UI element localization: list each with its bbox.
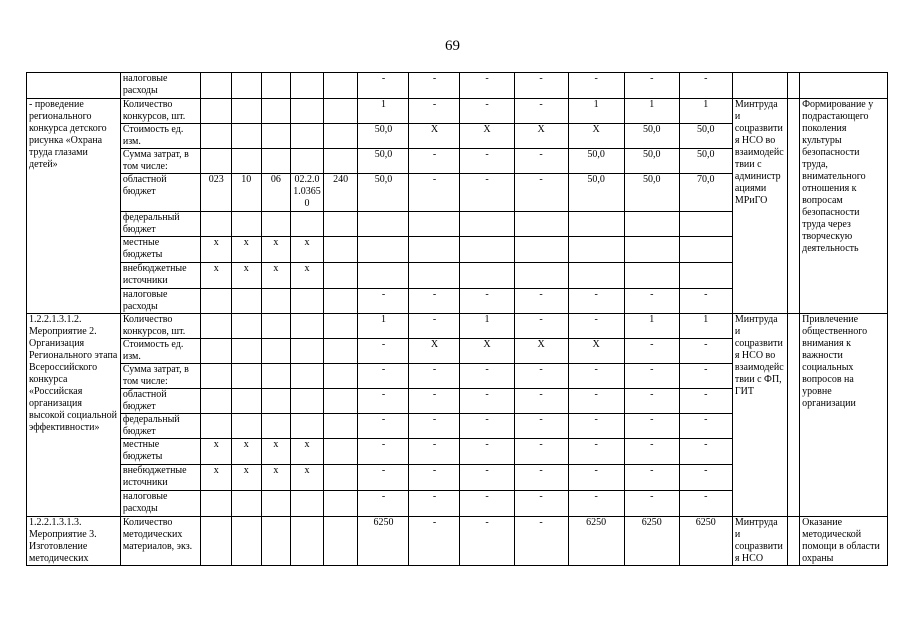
code-cell <box>232 73 262 99</box>
value-cell <box>568 212 624 237</box>
value-cell: - <box>514 414 568 439</box>
value-cell: - <box>358 289 409 314</box>
value-cell <box>624 237 679 263</box>
code-cell: х <box>201 237 232 263</box>
value-cell: - <box>514 73 568 99</box>
value-cell <box>358 212 409 237</box>
continuation-name-cell <box>27 73 121 99</box>
indicator-cell: федеральный бюджет <box>120 212 201 237</box>
value-cell: - <box>679 439 732 465</box>
value-cell: - <box>409 364 460 389</box>
code-cell <box>291 389 324 414</box>
value-cell: - <box>460 73 514 99</box>
result-cell: Оказание методической помощи в области охраны <box>800 517 888 566</box>
value-cell: - <box>679 465 732 491</box>
value-cell: 6250 <box>679 517 732 566</box>
indicator-cell: Сумма затрат, в том числе: <box>120 364 201 389</box>
value-cell: - <box>358 339 409 364</box>
code-cell <box>323 364 358 389</box>
value-cell: 1 <box>358 99 409 124</box>
code-cell: х <box>291 263 324 289</box>
program-table <box>26 72 888 566</box>
code-cell <box>232 491 262 517</box>
code-cell <box>232 212 262 237</box>
value-cell: 50,0 <box>358 174 409 212</box>
code-cell <box>323 263 358 289</box>
code-cell <box>291 364 324 389</box>
code-cell <box>291 491 324 517</box>
value-cell: - <box>409 389 460 414</box>
value-cell <box>679 237 732 263</box>
code-cell: 06 <box>261 174 291 212</box>
value-cell: - <box>624 414 679 439</box>
code-cell: х <box>232 439 262 465</box>
value-cell: 1 <box>679 99 732 124</box>
code-cell <box>261 339 291 364</box>
value-cell: - <box>624 491 679 517</box>
value-cell: - <box>460 465 514 491</box>
code-cell <box>201 517 232 566</box>
value-cell: - <box>358 389 409 414</box>
value-cell: - <box>514 174 568 212</box>
code-cell <box>291 414 324 439</box>
value-cell: - <box>679 73 732 99</box>
indicator-cell: налоговые расходы <box>120 73 201 99</box>
code-cell <box>323 124 358 149</box>
code-cell <box>261 491 291 517</box>
code-cell <box>291 339 324 364</box>
code-cell <box>261 364 291 389</box>
value-cell <box>679 212 732 237</box>
code-cell <box>323 414 358 439</box>
value-cell: 1 <box>568 99 624 124</box>
value-cell: 70,0 <box>679 174 732 212</box>
code-cell: 02.2.01.03650 <box>291 174 324 212</box>
value-cell: Х <box>514 124 568 149</box>
table-row <box>27 314 888 339</box>
value-cell: - <box>358 465 409 491</box>
indicator-cell: Количество конкурсов, шт. <box>120 99 201 124</box>
value-cell: - <box>679 339 732 364</box>
table-row <box>27 99 888 124</box>
value-cell: - <box>624 289 679 314</box>
value-cell: 50,0 <box>358 149 409 174</box>
code-cell: 240 <box>323 174 358 212</box>
code-cell: х <box>261 263 291 289</box>
value-cell: - <box>358 439 409 465</box>
code-cell <box>261 314 291 339</box>
value-cell: 50,0 <box>568 149 624 174</box>
code-cell <box>232 289 262 314</box>
table-row <box>27 73 888 99</box>
value-cell: 50,0 <box>679 149 732 174</box>
value-cell: - <box>358 364 409 389</box>
indicator-cell: областной бюджет <box>120 174 201 212</box>
value-cell: - <box>568 491 624 517</box>
code-cell <box>201 124 232 149</box>
code-cell <box>291 314 324 339</box>
value-cell: - <box>460 439 514 465</box>
indicator-cell: областной бюджет <box>120 389 201 414</box>
value-cell: 50,0 <box>624 174 679 212</box>
value-cell: Х <box>409 124 460 149</box>
value-cell: - <box>358 414 409 439</box>
code-cell <box>291 99 324 124</box>
value-cell: - <box>568 414 624 439</box>
value-cell: Х <box>409 339 460 364</box>
value-cell: - <box>624 73 679 99</box>
code-cell: х <box>261 465 291 491</box>
value-cell: - <box>514 517 568 566</box>
value-cell <box>460 237 514 263</box>
code-cell <box>323 465 358 491</box>
code-cell <box>323 73 358 99</box>
value-cell: 1 <box>679 314 732 339</box>
code-cell <box>323 314 358 339</box>
code-cell: х <box>201 439 232 465</box>
value-cell: 1 <box>358 314 409 339</box>
code-cell <box>261 289 291 314</box>
code-cell <box>291 149 324 174</box>
code-cell <box>291 124 324 149</box>
value-cell: 50,0 <box>358 124 409 149</box>
code-cell <box>323 99 358 124</box>
code-cell <box>323 237 358 263</box>
executor-cell: Минтруда и соцразвития НСО <box>732 517 787 566</box>
value-cell <box>358 263 409 289</box>
code-cell: х <box>291 465 324 491</box>
code-cell <box>323 439 358 465</box>
code-cell <box>291 289 324 314</box>
gap-cell <box>787 517 799 566</box>
code-cell <box>201 389 232 414</box>
code-cell <box>201 149 232 174</box>
value-cell: Х <box>514 339 568 364</box>
result-cell: Привлечение общественного внимания к важности социальных вопросов на уровне организации <box>800 314 888 517</box>
page-number: 69 <box>445 38 460 54</box>
value-cell: - <box>409 414 460 439</box>
code-cell <box>201 212 232 237</box>
value-cell: - <box>679 289 732 314</box>
code-cell <box>232 517 262 566</box>
value-cell: - <box>409 73 460 99</box>
value-cell: - <box>568 465 624 491</box>
value-cell: 50,0 <box>624 124 679 149</box>
code-cell: х <box>261 439 291 465</box>
indicator-cell: Стоимость ед. изм. <box>120 124 201 149</box>
indicator-cell: налоговые расходы <box>120 491 201 517</box>
code-cell <box>323 149 358 174</box>
table-row <box>27 517 888 566</box>
gap-cell <box>787 73 799 99</box>
code-cell <box>201 339 232 364</box>
code-cell: х <box>291 439 324 465</box>
code-cell: х <box>291 237 324 263</box>
value-cell: - <box>568 364 624 389</box>
code-cell: 10 <box>232 174 262 212</box>
value-cell: - <box>679 389 732 414</box>
value-cell: 6250 <box>358 517 409 566</box>
value-cell <box>409 212 460 237</box>
value-cell: - <box>358 491 409 517</box>
code-cell: х <box>232 465 262 491</box>
code-cell <box>323 339 358 364</box>
value-cell <box>460 212 514 237</box>
value-cell: Х <box>568 339 624 364</box>
code-cell <box>291 517 324 566</box>
value-cell: 50,0 <box>679 124 732 149</box>
value-cell: - <box>568 314 624 339</box>
value-cell: - <box>460 149 514 174</box>
value-cell: - <box>409 149 460 174</box>
code-cell <box>261 389 291 414</box>
indicator-cell: Сумма затрат, в том числе: <box>120 149 201 174</box>
code-cell <box>323 289 358 314</box>
value-cell: - <box>568 289 624 314</box>
value-cell <box>568 263 624 289</box>
activity-name-cell: - проведение регионального конкурса детского рисунка «Охрана труда глазами детей» <box>27 99 121 314</box>
code-cell <box>232 364 262 389</box>
value-cell: - <box>679 364 732 389</box>
code-cell: х <box>232 237 262 263</box>
code-cell <box>291 212 324 237</box>
value-cell: Х <box>460 339 514 364</box>
value-cell: Х <box>460 124 514 149</box>
code-cell <box>232 149 262 174</box>
value-cell <box>460 263 514 289</box>
value-cell: - <box>460 491 514 517</box>
value-cell: - <box>568 389 624 414</box>
code-cell: х <box>232 263 262 289</box>
value-cell: - <box>568 73 624 99</box>
value-cell: - <box>409 465 460 491</box>
value-cell <box>514 212 568 237</box>
value-cell: - <box>514 314 568 339</box>
code-cell <box>323 389 358 414</box>
code-cell <box>201 73 232 99</box>
value-cell: - <box>624 364 679 389</box>
value-cell: - <box>409 517 460 566</box>
code-cell <box>232 414 262 439</box>
code-cell <box>201 314 232 339</box>
value-cell <box>679 263 732 289</box>
code-cell <box>201 414 232 439</box>
code-cell <box>291 73 324 99</box>
value-cell: - <box>514 289 568 314</box>
value-cell: - <box>679 491 732 517</box>
code-cell <box>232 314 262 339</box>
value-cell: - <box>409 174 460 212</box>
value-cell: - <box>409 289 460 314</box>
code-cell: 023 <box>201 174 232 212</box>
value-cell: - <box>514 465 568 491</box>
indicator-cell: налоговые расходы <box>120 289 201 314</box>
value-cell: - <box>514 389 568 414</box>
code-cell <box>232 124 262 149</box>
code-cell <box>201 289 232 314</box>
value-cell <box>624 212 679 237</box>
value-cell: 50,0 <box>568 174 624 212</box>
value-cell: - <box>460 414 514 439</box>
indicator-cell: местные бюджеты <box>120 439 201 465</box>
value-cell: - <box>568 439 624 465</box>
value-cell: - <box>409 439 460 465</box>
value-cell: - <box>409 99 460 124</box>
executor-cell <box>732 73 787 99</box>
value-cell: - <box>514 364 568 389</box>
value-cell: - <box>460 364 514 389</box>
value-cell: 6250 <box>624 517 679 566</box>
code-cell <box>232 339 262 364</box>
indicator-cell: местные бюджеты <box>120 237 201 263</box>
value-cell: - <box>624 465 679 491</box>
code-cell: х <box>201 465 232 491</box>
code-cell <box>323 212 358 237</box>
gap-cell <box>787 99 799 314</box>
executor-cell: Минтруда и соцразвития НСО во взаимодействии с администрациями МРиГО <box>732 99 787 314</box>
value-cell: - <box>514 439 568 465</box>
code-cell <box>261 73 291 99</box>
code-cell: х <box>201 263 232 289</box>
code-cell <box>232 389 262 414</box>
value-cell: 50,0 <box>624 149 679 174</box>
code-cell <box>201 364 232 389</box>
indicator-cell: Количество конкурсов, шт. <box>120 314 201 339</box>
code-cell <box>261 212 291 237</box>
gap-cell <box>787 314 799 517</box>
value-cell <box>514 237 568 263</box>
value-cell: Х <box>568 124 624 149</box>
value-cell: - <box>514 99 568 124</box>
value-cell: 1 <box>624 99 679 124</box>
code-cell <box>261 517 291 566</box>
value-cell: - <box>358 73 409 99</box>
code-cell: х <box>261 237 291 263</box>
code-cell <box>323 491 358 517</box>
code-cell <box>261 414 291 439</box>
value-cell: - <box>514 149 568 174</box>
code-cell <box>261 124 291 149</box>
value-cell: 1 <box>624 314 679 339</box>
value-cell: - <box>679 414 732 439</box>
code-cell <box>261 99 291 124</box>
value-cell: - <box>460 174 514 212</box>
value-cell <box>358 237 409 263</box>
code-cell <box>201 99 232 124</box>
value-cell <box>409 263 460 289</box>
code-cell <box>323 517 358 566</box>
value-cell <box>514 263 568 289</box>
value-cell: - <box>514 491 568 517</box>
code-cell <box>261 149 291 174</box>
result-cell: Формирование у подрастающего поколения культуры безопасности труда, внимательного отношения к вопросам безопасности труда через творческую деятельность <box>800 99 888 314</box>
value-cell: - <box>409 314 460 339</box>
code-cell <box>201 491 232 517</box>
value-cell: - <box>409 491 460 517</box>
value-cell: - <box>624 439 679 465</box>
result-cell <box>800 73 888 99</box>
indicator-cell: Количество методических материалов, экз. <box>120 517 201 566</box>
activity-name-cell: 1.2.2.1.3.1.3. Мероприятие 3. Изготовление методических <box>27 517 121 566</box>
value-cell: - <box>624 339 679 364</box>
executor-cell: Минтруда и соцразвития НСО во взаимодействии с ФП, ГИТ <box>732 314 787 517</box>
code-cell <box>232 99 262 124</box>
value-cell: - <box>460 517 514 566</box>
activity-name-cell: 1.2.2.1.3.1.2. Мероприятие 2. Организация Регионального этапа Всероссийского конкурса «Российская организация высокой социальной эффективности» <box>27 314 121 517</box>
value-cell <box>409 237 460 263</box>
value-cell: 1 <box>460 314 514 339</box>
indicator-cell: внебюджетные источники <box>120 263 201 289</box>
value-cell <box>624 263 679 289</box>
value-cell: - <box>460 289 514 314</box>
indicator-cell: Стоимость ед. изм. <box>120 339 201 364</box>
value-cell <box>568 237 624 263</box>
value-cell: 6250 <box>568 517 624 566</box>
indicator-cell: внебюджетные источники <box>120 465 201 491</box>
value-cell: - <box>460 389 514 414</box>
value-cell: - <box>624 389 679 414</box>
value-cell: - <box>460 99 514 124</box>
indicator-cell: федеральный бюджет <box>120 414 201 439</box>
